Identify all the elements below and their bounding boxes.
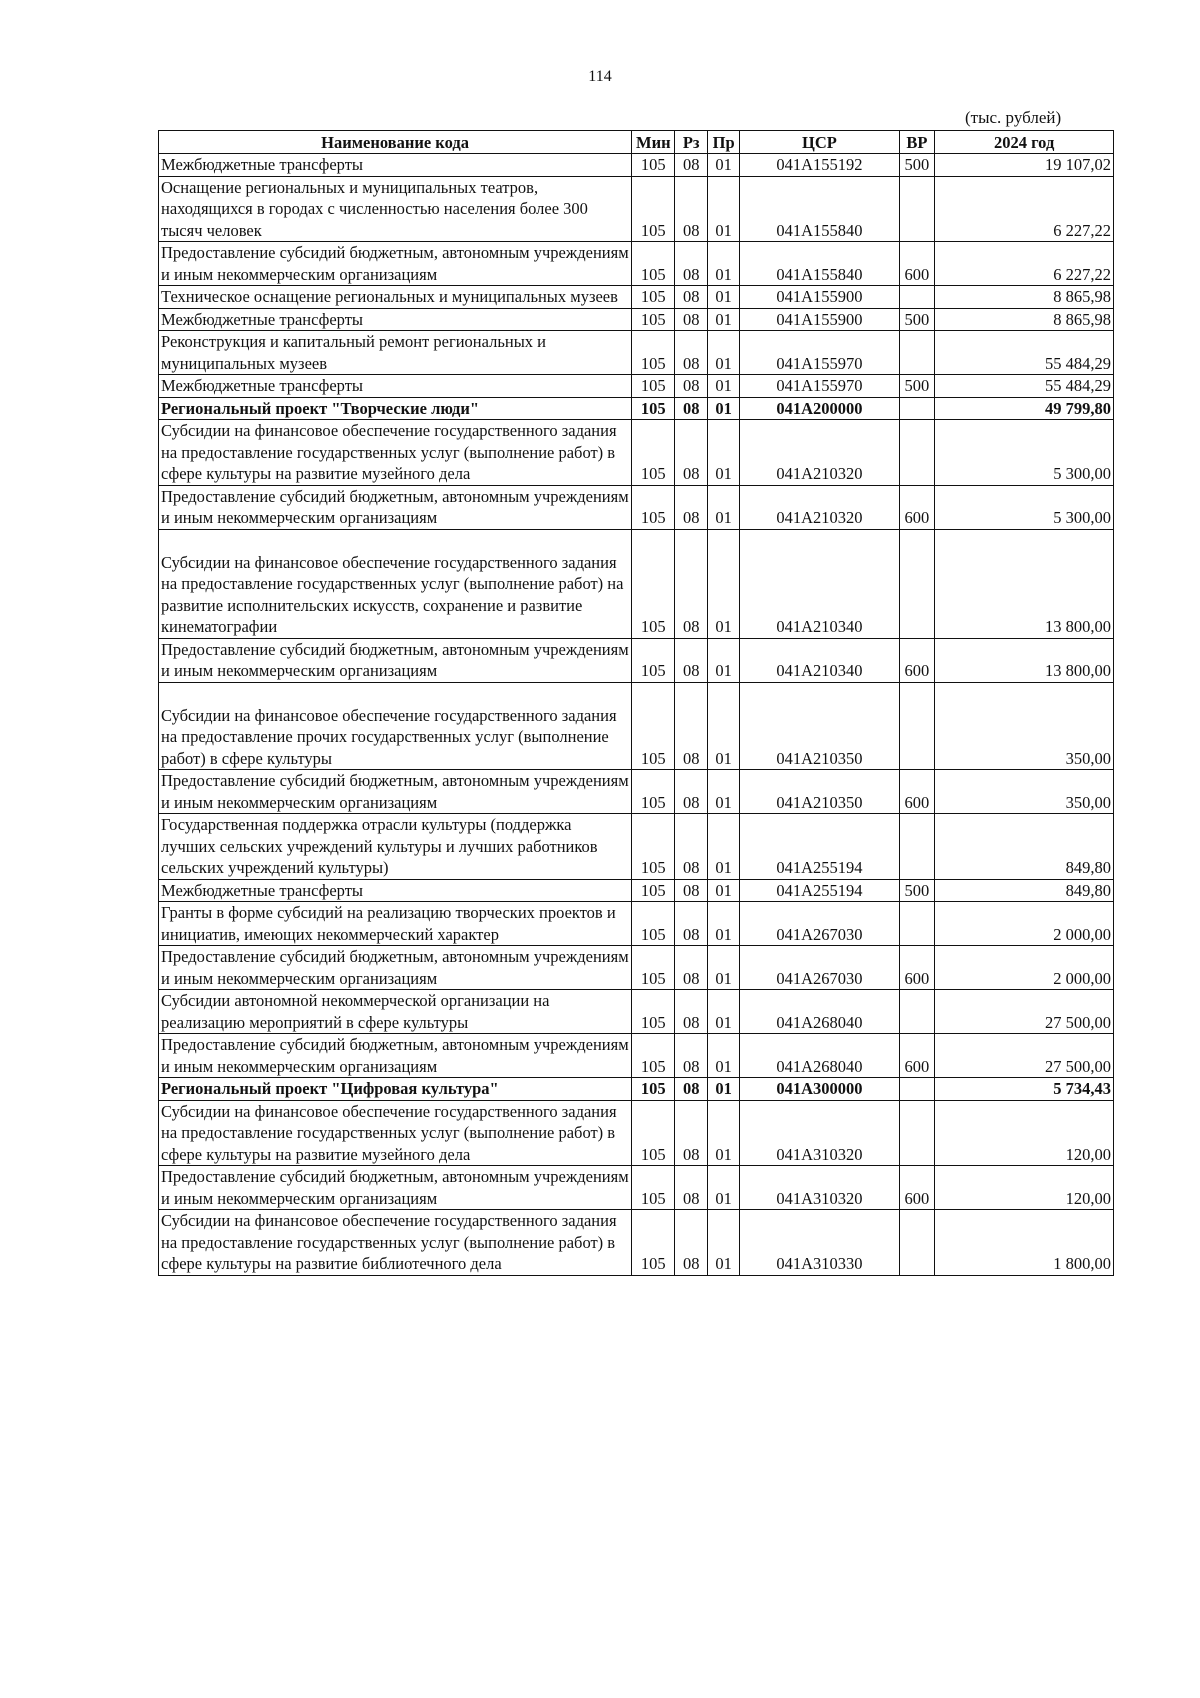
cell-min: 105: [632, 682, 675, 770]
cell-csr: 041A155840: [740, 242, 899, 286]
cell-vr: 500: [899, 879, 935, 902]
cell-vr: [899, 1078, 935, 1101]
table-row: [159, 1210, 1114, 1276]
table-row: [159, 1078, 1114, 1101]
cell-min: 105: [632, 529, 675, 638]
cell-name: Субсидии на финансовое обеспечение государственного задания на предоставление государственных услуг (выполнение работ) в сфере культуры на развитие библиотечного дела: [159, 1210, 632, 1276]
cell-vr: [899, 331, 935, 375]
table-row: [159, 176, 1114, 242]
cell-amount: 849,80: [935, 814, 1114, 880]
cell-amount: 120,00: [935, 1166, 1114, 1210]
cell-csr: 041A268040: [740, 990, 899, 1034]
cell-csr: 041A155900: [740, 308, 899, 331]
cell-vr: [899, 529, 935, 638]
cell-vr: 600: [899, 770, 935, 814]
table-row: [159, 1100, 1114, 1166]
cell-min: 105: [632, 1210, 675, 1276]
cell-min: 105: [632, 1166, 675, 1210]
cell-vr: 600: [899, 946, 935, 990]
cell-amount: 27 500,00: [935, 1034, 1114, 1078]
cell-name: Гранты в форме субсидий на реализацию творческих проектов и инициатив, имеющих некоммерческий характер: [159, 902, 632, 946]
cell-amount: 1 800,00: [935, 1210, 1114, 1276]
cell-rz: 08: [675, 529, 707, 638]
cell-csr: 041A210350: [740, 770, 899, 814]
cell-vr: [899, 814, 935, 880]
cell-csr: 041A155900: [740, 286, 899, 309]
table-row: [159, 242, 1114, 286]
cell-rz: 08: [675, 397, 707, 420]
table-row: [159, 529, 1114, 638]
cell-pr: 01: [707, 397, 739, 420]
table-row: [159, 397, 1114, 420]
cell-rz: 08: [675, 308, 707, 331]
cell-pr: 01: [707, 902, 739, 946]
cell-vr: 600: [899, 638, 935, 682]
cell-name: Предоставление субсидий бюджетным, автономным учреждениям и иным некоммерческим организациям: [159, 770, 632, 814]
cell-vr: [899, 1100, 935, 1166]
cell-name: Субсидии на финансовое обеспечение государственного задания на предоставление прочих государственных услуг (выполнение работ) в сфере культуры: [159, 682, 632, 770]
cell-rz: 08: [675, 1078, 707, 1101]
cell-min: 105: [632, 770, 675, 814]
cell-rz: 08: [675, 176, 707, 242]
cell-rz: 08: [675, 1034, 707, 1078]
cell-csr: 041A210320: [740, 485, 899, 529]
cell-rz: 08: [675, 946, 707, 990]
cell-min: 105: [632, 1100, 675, 1166]
cell-name: Предоставление субсидий бюджетным, автономным учреждениям и иным некоммерческим организациям: [159, 946, 632, 990]
cell-pr: 01: [707, 814, 739, 880]
cell-vr: [899, 902, 935, 946]
budget-table: [158, 130, 1114, 1276]
cell-name: Предоставление субсидий бюджетным, автономным учреждениям и иным некоммерческим организациям: [159, 485, 632, 529]
cell-min: 105: [632, 375, 675, 398]
cell-csr: 041A155970: [740, 375, 899, 398]
cell-csr: 041A155192: [740, 154, 899, 177]
cell-pr: 01: [707, 682, 739, 770]
table-row: [159, 879, 1114, 902]
column-header-csr: ЦСР: [740, 131, 899, 154]
cell-amount: 350,00: [935, 682, 1114, 770]
cell-csr: 041A268040: [740, 1034, 899, 1078]
cell-vr: [899, 420, 935, 486]
cell-min: 105: [632, 946, 675, 990]
cell-amount: 19 107,02: [935, 154, 1114, 177]
table-row: [159, 1166, 1114, 1210]
cell-min: 105: [632, 286, 675, 309]
cell-rz: 08: [675, 1210, 707, 1276]
cell-pr: 01: [707, 242, 739, 286]
cell-rz: 08: [675, 990, 707, 1034]
cell-amount: 13 800,00: [935, 529, 1114, 638]
cell-rz: 08: [675, 879, 707, 902]
cell-min: 105: [632, 308, 675, 331]
table-row: [159, 331, 1114, 375]
cell-name: Субсидии на финансовое обеспечение государственного задания на предоставление государственных услуг (выполнение работ) в сфере культуры на развитие музейного дела: [159, 1100, 632, 1166]
table-row: [159, 902, 1114, 946]
cell-amount: 350,00: [935, 770, 1114, 814]
cell-amount: 27 500,00: [935, 990, 1114, 1034]
cell-min: 105: [632, 879, 675, 902]
cell-amount: 6 227,22: [935, 242, 1114, 286]
cell-rz: 08: [675, 331, 707, 375]
cell-rz: 08: [675, 242, 707, 286]
cell-amount: 5 734,43: [935, 1078, 1114, 1101]
cell-amount: 55 484,29: [935, 331, 1114, 375]
cell-pr: 01: [707, 770, 739, 814]
cell-pr: 01: [707, 286, 739, 309]
cell-csr: 041A255194: [740, 879, 899, 902]
cell-vr: [899, 1210, 935, 1276]
cell-csr: 041A300000: [740, 1078, 899, 1101]
cell-name: Предоставление субсидий бюджетным, автономным учреждениям и иным некоммерческим организациям: [159, 1034, 632, 1078]
cell-pr: 01: [707, 638, 739, 682]
cell-pr: 01: [707, 154, 739, 177]
cell-rz: 08: [675, 375, 707, 398]
cell-name: Субсидии на финансовое обеспечение государственного задания на предоставление государственных услуг (выполнение работ) в сфере культуры на развитие музейного дела: [159, 420, 632, 486]
units-label: (тыс. рублей): [965, 108, 1062, 127]
cell-pr: 01: [707, 879, 739, 902]
table-row: [159, 485, 1114, 529]
cell-min: 105: [632, 397, 675, 420]
cell-rz: 08: [675, 902, 707, 946]
table-row: [159, 1034, 1114, 1078]
cell-csr: 041A267030: [740, 946, 899, 990]
cell-amount: 849,80: [935, 879, 1114, 902]
cell-vr: 600: [899, 242, 935, 286]
table-row: [159, 770, 1114, 814]
cell-name: Предоставление субсидий бюджетным, автономным учреждениям и иным некоммерческим организациям: [159, 1166, 632, 1210]
table-row: [159, 420, 1114, 486]
cell-min: 105: [632, 814, 675, 880]
cell-pr: 01: [707, 485, 739, 529]
cell-min: 105: [632, 638, 675, 682]
cell-name: Государственная поддержка отрасли культуры (поддержка лучших сельских учреждений культуры и лучших работников сельских учреждений культуры): [159, 814, 632, 880]
cell-name: Межбюджетные трансферты: [159, 308, 632, 331]
cell-min: 105: [632, 1078, 675, 1101]
cell-pr: 01: [707, 946, 739, 990]
cell-csr: 041A210320: [740, 420, 899, 486]
cell-pr: 01: [707, 308, 739, 331]
cell-min: 105: [632, 1034, 675, 1078]
cell-vr: 500: [899, 308, 935, 331]
cell-pr: 01: [707, 990, 739, 1034]
cell-pr: 01: [707, 1034, 739, 1078]
table-row: [159, 638, 1114, 682]
cell-rz: 08: [675, 814, 707, 880]
column-header-rz: Рз: [675, 131, 707, 154]
cell-min: 105: [632, 485, 675, 529]
cell-min: 105: [632, 242, 675, 286]
cell-name: Техническое оснащение региональных и муниципальных музеев: [159, 286, 632, 309]
page-number: 114: [588, 68, 612, 85]
column-header-year: 2024 год: [935, 131, 1114, 154]
cell-name: Межбюджетные трансферты: [159, 154, 632, 177]
cell-name: Предоставление субсидий бюджетным, автономным учреждениям и иным некоммерческим организациям: [159, 242, 632, 286]
cell-vr: 600: [899, 485, 935, 529]
cell-name: Оснащение региональных и муниципальных театров, находящихся в городах с численностью населения более 300 тысяч человек: [159, 176, 632, 242]
cell-rz: 08: [675, 1166, 707, 1210]
cell-amount: 8 865,98: [935, 286, 1114, 309]
cell-rz: 08: [675, 485, 707, 529]
cell-amount: 8 865,98: [935, 308, 1114, 331]
cell-vr: [899, 682, 935, 770]
cell-name: Субсидии на финансовое обеспечение государственного задания на предоставление государственных услуг (выполнение работ) на развитие исполнительских искусств, сохранение и развитие кинематографии: [159, 529, 632, 638]
cell-min: 105: [632, 990, 675, 1034]
cell-vr: [899, 397, 935, 420]
cell-amount: 13 800,00: [935, 638, 1114, 682]
cell-csr: 041A255194: [740, 814, 899, 880]
cell-name: Межбюджетные трансферты: [159, 375, 632, 398]
table-row: [159, 814, 1114, 880]
cell-pr: 01: [707, 1100, 739, 1166]
cell-pr: 01: [707, 529, 739, 638]
column-header-vr: ВР: [899, 131, 935, 154]
table-row: [159, 375, 1114, 398]
column-header-name: Наименование кода: [159, 131, 632, 154]
cell-pr: 01: [707, 420, 739, 486]
cell-csr: 041A210350: [740, 682, 899, 770]
cell-rz: 08: [675, 1100, 707, 1166]
cell-csr: 041A310320: [740, 1166, 899, 1210]
cell-amount: 49 799,80: [935, 397, 1114, 420]
cell-rz: 08: [675, 154, 707, 177]
cell-amount: 2 000,00: [935, 902, 1114, 946]
cell-min: 105: [632, 331, 675, 375]
table-body: [159, 154, 1114, 1276]
column-header-min: Мин: [632, 131, 675, 154]
cell-amount: 55 484,29: [935, 375, 1114, 398]
table-row: [159, 308, 1114, 331]
cell-name: Предоставление субсидий бюджетным, автономным учреждениям и иным некоммерческим организациям: [159, 638, 632, 682]
table-row: [159, 286, 1114, 309]
cell-pr: 01: [707, 375, 739, 398]
cell-name: Реконструкция и капитальный ремонт региональных и муниципальных музеев: [159, 331, 632, 375]
cell-csr: 041A210340: [740, 638, 899, 682]
table-header-row: [159, 131, 1114, 154]
cell-csr: 041A267030: [740, 902, 899, 946]
cell-pr: 01: [707, 1166, 739, 1210]
cell-vr: 500: [899, 375, 935, 398]
cell-csr: 041A310320: [740, 1100, 899, 1166]
cell-vr: [899, 286, 935, 309]
cell-name: Региональный проект "Цифровая культура": [159, 1078, 632, 1101]
cell-vr: 600: [899, 1034, 935, 1078]
cell-csr: 041A310330: [740, 1210, 899, 1276]
cell-name: Субсидии автономной некоммерческой организации на реализацию мероприятий в сфере культуры: [159, 990, 632, 1034]
cell-name: Региональный проект "Творческие люди": [159, 397, 632, 420]
cell-rz: 08: [675, 420, 707, 486]
cell-pr: 01: [707, 1210, 739, 1276]
cell-vr: [899, 176, 935, 242]
cell-csr: 041A200000: [740, 397, 899, 420]
cell-min: 105: [632, 902, 675, 946]
cell-min: 105: [632, 154, 675, 177]
cell-amount: 6 227,22: [935, 176, 1114, 242]
cell-rz: 08: [675, 682, 707, 770]
cell-amount: 5 300,00: [935, 485, 1114, 529]
cell-min: 105: [632, 176, 675, 242]
table-row: [159, 682, 1114, 770]
cell-rz: 08: [675, 638, 707, 682]
cell-name: Межбюджетные трансферты: [159, 879, 632, 902]
cell-amount: 120,00: [935, 1100, 1114, 1166]
cell-amount: 5 300,00: [935, 420, 1114, 486]
cell-csr: 041A210340: [740, 529, 899, 638]
cell-vr: 600: [899, 1166, 935, 1210]
cell-amount: 2 000,00: [935, 946, 1114, 990]
table-row: [159, 154, 1114, 177]
column-header-pr: Пр: [707, 131, 739, 154]
cell-rz: 08: [675, 770, 707, 814]
cell-min: 105: [632, 420, 675, 486]
cell-pr: 01: [707, 331, 739, 375]
table-row: [159, 990, 1114, 1034]
cell-csr: 041A155970: [740, 331, 899, 375]
cell-vr: 500: [899, 154, 935, 177]
cell-pr: 01: [707, 1078, 739, 1101]
cell-rz: 08: [675, 286, 707, 309]
cell-vr: [899, 990, 935, 1034]
cell-csr: 041A155840: [740, 176, 899, 242]
cell-pr: 01: [707, 176, 739, 242]
table-row: [159, 946, 1114, 990]
